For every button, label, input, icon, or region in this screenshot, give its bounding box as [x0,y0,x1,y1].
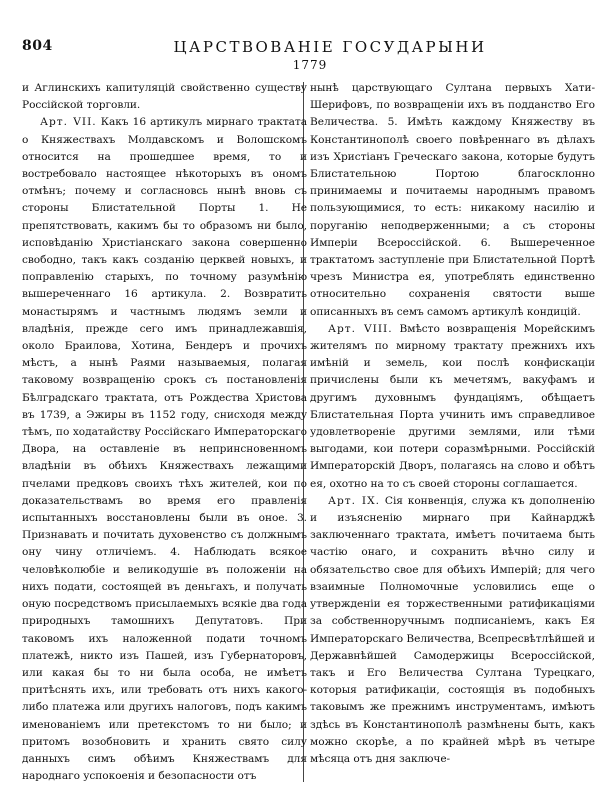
paragraph-text: Вмѣсто возвращенія Морейскимъ жителямъ по мирному трактату прежнихъ ихъ имѣній и земель, кои послѣ конфискаціи причислены были къ мечетямъ, вакуфамъ и другимъ духовнымъ фундаціямъ, обѣщаетъ Блистательная Порта учинить имъ справедливое удовлетвореніе другими землями, или тѣми выгодами, кои потери соразмѣрными. Россійскій Императорскій Дворъ, полагаясь на слово и обѣтъ ея, охотно на то съ своей стороны соглашается. [310,322,595,490]
article-8-paragraph [310,321,595,493]
right-column [310,80,595,768]
page-number: 804 [22,38,53,54]
article-7-paragraph [22,114,307,785]
paragraph-text: нынѣ царствующаго Султана первыхъ Хати-Шерифовъ, по возвращеніи ихъ въ подданство Его Величества. 5. Имѣть каждому Княжеству въ Константинополѣ своего повѣреннаго въ дѣлахъ изъ Христіанъ Греческаго закона, которые будутъ Блистательною Портою благосклонно принимаемы и почитаемы народнымъ правомъ пользующимися, то есть: никакому насилію и поруганію неподверженными; а съ стороны Имперіи Всероссійской. 6. Вышереченное трактатомъ заступленіе при Блистательной Портѣ чрезъ Министра ея, употреблять единственно относительно сохраненія святости выше описанныхъ въ семъ самомъ артикулѣ кондицій. [310,82,595,318]
paragraph-text: и Аглинскихъ капитуляцій свойственно существу Россійской торговли. [22,82,307,112]
paragraph [22,80,307,114]
article-label: Арт. VIII. [328,322,393,335]
article-9-paragraph [310,493,595,768]
paragraph-text: Сія конвенція, служа къ дополненію и изъясненію мирнаго при Кайнарджѣ заключеннаго трактата, имѣетъ почитаема быть частію онаго, и сохранить вѣчно силу и обязательство свое для обѣихъ Имперій; для чего взаимные Полномочные условились еще о утвержденіи ея торжественными ратификаціями за собственноручнымъ подписаніемъ, какъ Ея Императорскаго Величества, Всепресвѣтлѣйшей и Державнѣйшей Самодержицы Всероссійской, такъ и Его Величества Султана Турецкаго, которыя ратификаціи, состоящія въ подобныхъ таковымъ же прежнимъ инструментамъ, имѣютъ здѣсь въ Константинополѣ размѣнены быть, какъ можно скорѣе, а по крайней мѣрѣ въ четыре мѣсяца отъ дня заключе- [310,494,595,765]
paragraph [310,80,595,321]
paragraph-text: Какъ 16 артикулъ мирнаго трактата о Княжествахъ Молдавскомъ и Волошскомъ относится на прошедшее время, то и востребовало настоящее нѣкоторыхъ въ ономъ отмѣнъ; почему и согласновсь нынѣ вновь съ стороны Блистательной Порты 1. Не препятствовать, какимъ бы то образомъ ни было, исповѣданію Христіанскаго закона совершенно свободно, такъ какъ созданію церквей новыхъ, и поправленію старыхъ, по точному разумѣнію вышереченнаго 16 артикула. 2. Возвратить монастырямъ и частнымъ людямъ земли и владѣнія, прежде сего имъ принадлежавшія, около Браилова, Хотина, Бендеръ и прочихъ мѣстъ, а нынѣ Раями называемыя, полагая таковому возвращенію срокъ съ постановленія Бѣлградскаго трактата, отъ Рождества Христова въ 1739, а Эжиры въ 1152 году, снисходя между тѣмъ, по ходатайству Россійскаго Императорскаго Двора, на оставленіе въ непринсновенномъ владѣніи въ обѣихъ Княжествахъ лежащими пчелами предковъ своихъ тѣхъ жителей, кои по доказательствамъ во время его правленія испытанныхъ восстановлены были въ оное. 3. Признавать и почитать духовенство съ должнымъ ону чину отличіемъ. 4. Наблюдать всякое человѣколюбіе и великодушіе въ положеніи на нихъ подати, состоящей въ деньгахъ, и получать оную посредствомъ присылаемыхъ всякіе два года природныхъ тамошнихъ Депутатовъ. При таковомъ ихъ наложенной подати точномъ платежѣ, никто изъ Пашей, изъ Губернаторовъ, или какая бы то ни была особа, не имѣетъ притѣснять ихъ, или требовать отъ нихъ какого-либо платежа или другихъ налоговъ, подъ какимъ именованіемъ или претекстомъ то ни было; и притомъ возобновить и хранить свято силу данныхъ симъ обѣимъ Княжествамъ для народнаго успокоенія и безопасности отъ [22,116,307,783]
running-title: ЦАРСТВОВАНІЕ ГОСУДАРЫНИ [173,38,487,56]
article-label: Арт. VII. [40,116,97,129]
year-heading: 1779 [292,58,328,72]
article-label: Арт. IX. [328,494,381,507]
left-column [22,80,307,785]
